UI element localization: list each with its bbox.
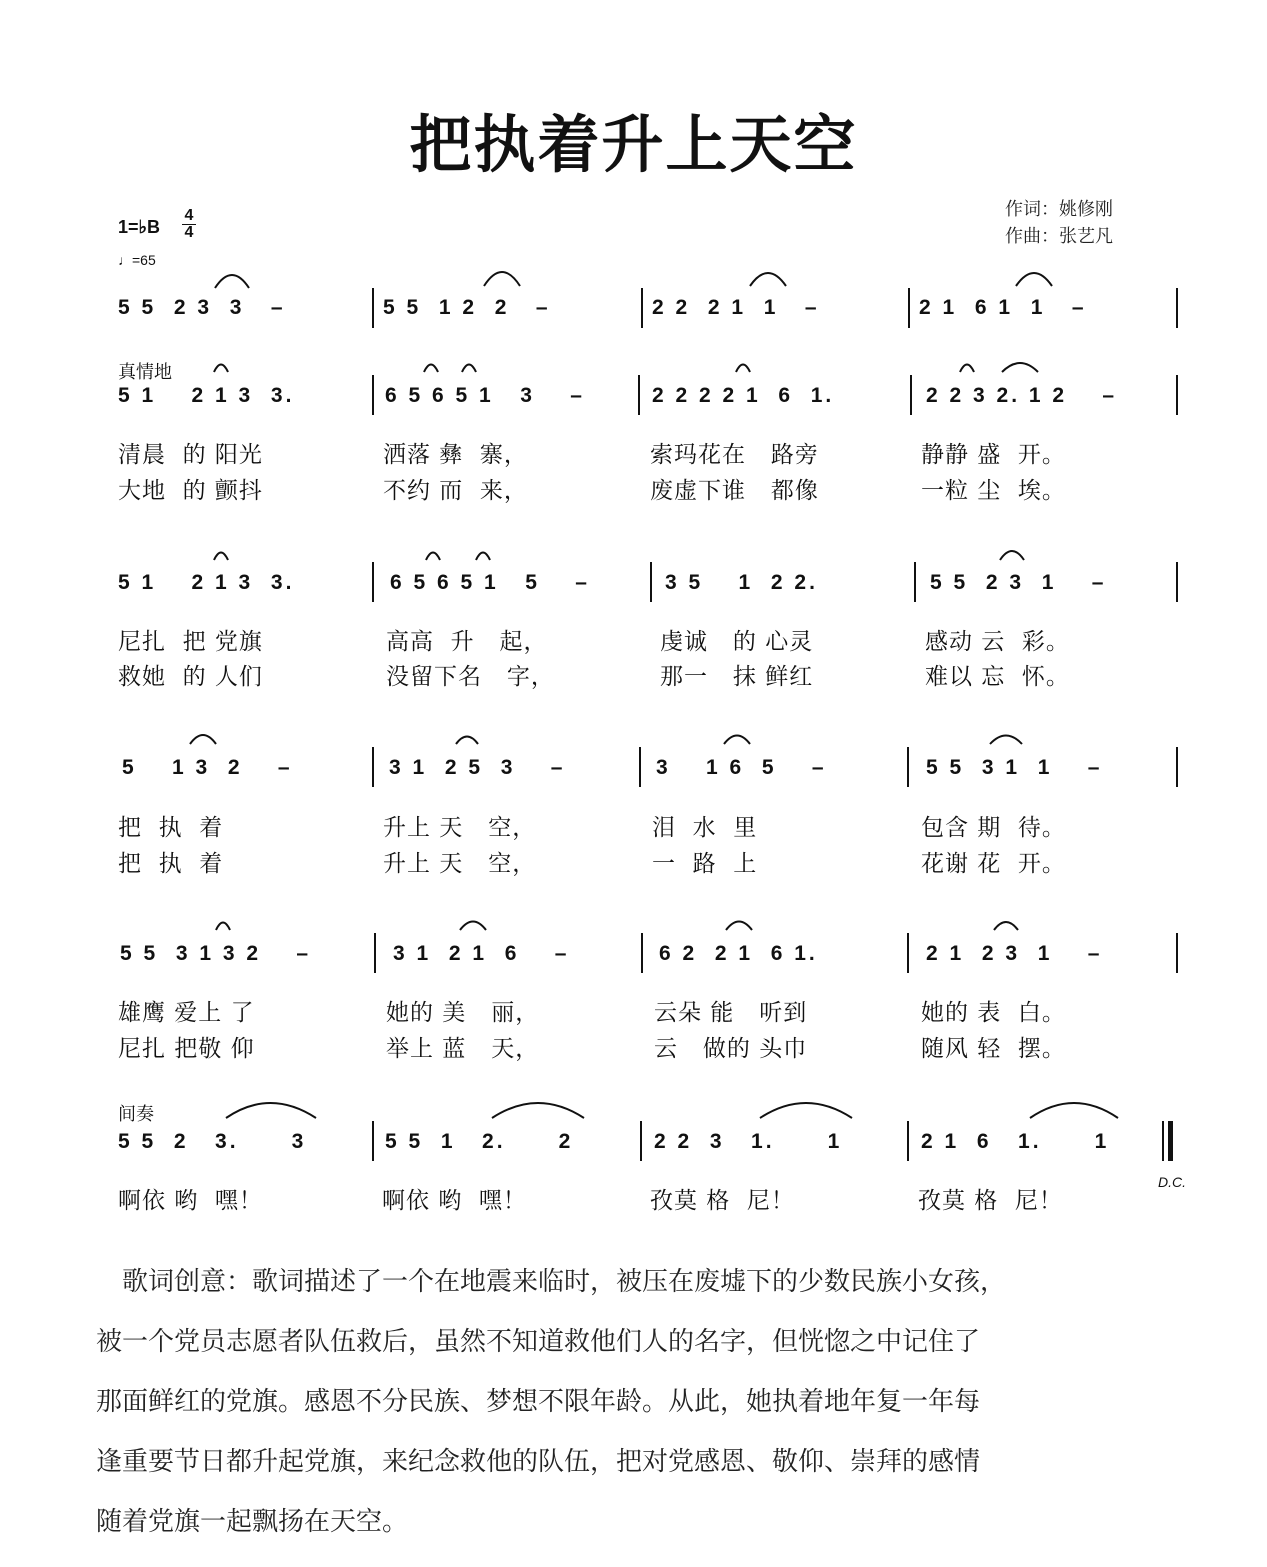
lyric-r3-v1-m0: 把 执 着 — [118, 815, 224, 841]
composer-credit: 作曲：张艺凡 — [1005, 226, 1113, 247]
measure-r5-m3: 2 1 6 1. 1 — [921, 1130, 1110, 1153]
lyric-r1-v2-m3: 一粒 尘 埃。 — [921, 478, 1066, 504]
lyric-r2-v2-m3: 难以 忘 怀。 — [925, 664, 1070, 690]
lyric-r3-v1-m3: 包含 期 待。 — [921, 815, 1066, 841]
lyric-r4-v2-m3: 随风 轻 摆。 — [921, 1036, 1066, 1062]
measure-r3-m0: 5 1 3 2 – — [122, 756, 293, 779]
lyric-r1-v1-m2: 索玛花在 路旁 — [650, 442, 819, 468]
expression-mark: 真情地 — [118, 362, 172, 383]
prose-line: 逢重要节日都升起党旗，来纪念救他的队伍，把对党感恩、敬仰、崇拜的感情 — [96, 1447, 981, 1477]
slur — [190, 735, 216, 744]
lyric-r4-v1-m0: 雄鹰 爱上 了 — [118, 1000, 255, 1026]
prose-line: 歌词创意：歌词描述了一个在地震来临时，被压在废墟下的少数民族小女孩， — [122, 1267, 1007, 1297]
lyric-r5-m2: 孜莫 格 尼！ — [650, 1188, 795, 1214]
lyric-r3-v2-m3: 花谢 花 开。 — [921, 851, 1066, 877]
time-signature-top: 4 — [184, 207, 194, 224]
slur — [460, 922, 486, 931]
slur — [216, 923, 230, 931]
measure-r3-m2: 3 1 6 5 – — [656, 756, 827, 779]
measure-r2-m3: 5 5 2 3 1 – — [930, 571, 1107, 594]
lyric-r4-v1-m2: 云朵 能 听到 — [654, 1000, 808, 1026]
measure-r0-m0: 5 5 2 3 3 – — [118, 296, 286, 319]
measure-r0-m2: 2 2 2 1 1 – — [652, 296, 820, 319]
prose-line: 随着党旗一起飘扬在天空。 — [96, 1507, 409, 1537]
slur — [214, 553, 228, 561]
lyric-r3-v2-m0: 把 执 着 — [118, 851, 224, 877]
measure-r4-m3: 2 1 2 3 1 – — [926, 942, 1103, 965]
lyric-r2-v2-m0: 救她 的 人们 — [118, 664, 263, 690]
time-signature-bottom: 4 — [182, 224, 196, 241]
key-signature: 1=♭B — [118, 217, 161, 237]
slur — [1002, 363, 1038, 372]
slur — [960, 365, 974, 373]
measure-r1-m1: 6 5 6 5 1 3 – — [385, 384, 585, 407]
lyric-r2-v1-m1: 高高 升 起， — [386, 629, 548, 655]
slur — [1030, 1103, 1118, 1118]
tempo-marking: ♩=65 — [118, 252, 156, 268]
lyric-r4-v2-m0: 尼扎 把敬 仰 — [118, 1036, 255, 1062]
lyric-concept-paragraph — [96, 1252, 1196, 1552]
slur — [456, 737, 478, 745]
measure-r5-m1: 5 5 1 2. 2 — [385, 1130, 574, 1153]
prose-line: 那面鲜红的党旗。感恩不分民族、梦想不限年龄。从此，她执着地年复一年每 — [96, 1387, 981, 1417]
slur — [492, 1103, 584, 1118]
lyric-r5-m3: 孜莫 格 尼！ — [918, 1188, 1063, 1214]
slur — [214, 365, 228, 373]
interlude-mark: 间奏 — [118, 1104, 154, 1125]
measure-r2-m2: 3 5 1 2 2. — [665, 571, 818, 594]
slur — [426, 553, 440, 561]
lyric-r3-v1-m1: 升上 天 空， — [383, 815, 537, 841]
slur — [724, 736, 750, 745]
slur — [215, 275, 249, 288]
slur — [462, 365, 476, 373]
measure-r3-m3: 5 5 3 1 1 – — [926, 756, 1103, 779]
slur — [994, 922, 1018, 930]
slur — [750, 273, 786, 286]
measure-r3-m1: 3 1 2 5 3 – — [389, 756, 566, 779]
lyric-r1-v1-m0: 清晨 的 阳光 — [118, 442, 263, 468]
lyric-r2-v1-m0: 尼扎 把 党旗 — [118, 629, 263, 655]
measure-r4-m2: 6 2 2 1 6 1. — [659, 942, 818, 965]
measure-r4-m0: 5 5 3 1 3 2 – — [120, 942, 312, 965]
lyric-r3-v1-m2: 泪 水 里 — [652, 815, 758, 841]
lyric-r2-v2-m1: 没留下名 字， — [386, 664, 555, 690]
lyric-r1-v2-m1: 不约 而 来， — [383, 478, 528, 504]
slur — [736, 365, 750, 373]
measure-r1-m0: 5 1 2 1 3 3. — [118, 384, 295, 407]
lyric-r2-v1-m3: 感动 云 彩。 — [925, 629, 1070, 655]
lyric-r5-m1: 啊依 哟 嘿！ — [382, 1188, 527, 1214]
measure-r2-m0: 5 1 2 1 3 3. — [118, 571, 295, 594]
slur — [1000, 551, 1024, 560]
lyricist-credit: 作词：姚修刚 — [1005, 199, 1113, 220]
measure-r0-m3: 2 1 6 1 1 – — [919, 296, 1087, 319]
prose-line: 被一个党员志愿者队伍救后，虽然不知道救他们人的名字，但恍惚之中记住了 — [96, 1327, 981, 1357]
measure-r1-m2: 2 2 2 2 1 6 1. — [652, 384, 835, 407]
slur — [990, 736, 1022, 745]
measure-r5-m2: 2 2 3 1. 1 — [654, 1130, 843, 1153]
measure-r5-m0: 5 5 2 3. 3 — [118, 1130, 307, 1153]
slur — [726, 922, 752, 931]
lyric-r4-v1-m1: 她的 美 丽， — [386, 1000, 540, 1026]
lyric-r4-v1-m3: 她的 表 白。 — [921, 1000, 1066, 1026]
lyric-r3-v2-m1: 升上 天 空， — [383, 851, 537, 877]
lyric-r2-v1-m2: 虔诚 的 心灵 — [660, 629, 814, 655]
lyric-r3-v2-m2: 一 路 上 — [652, 851, 758, 877]
lyric-r4-v2-m2: 云 做的 头巾 — [654, 1036, 808, 1062]
measure-r2-m1: 6 5 6 5 1 5 – — [390, 571, 590, 594]
measure-r1-m3: 2 2 3 2. 1 2 – — [926, 384, 1118, 407]
lyric-r1-v1-m1: 洒落 彝 寨， — [383, 442, 528, 468]
measure-r0-m1: 5 5 1 2 2 – — [383, 296, 551, 319]
slur — [484, 272, 520, 286]
lyric-r5-m0: 啊依 哟 嘿！ — [118, 1188, 263, 1214]
lyric-r1-v2-m0: 大地 的 颤抖 — [118, 478, 263, 504]
lyric-r1-v1-m3: 静静 盛 开。 — [921, 442, 1066, 468]
measure-r4-m1: 3 1 2 1 6 – — [393, 942, 570, 965]
lyric-r4-v2-m1: 举上 蓝 天， — [386, 1036, 540, 1062]
slur — [226, 1103, 316, 1118]
dc-marking: D.C. — [1158, 1174, 1186, 1190]
lyric-r2-v2-m2: 那一 抹 鲜红 — [660, 664, 814, 690]
lyric-r1-v2-m2: 废虚下谁 都像 — [650, 478, 819, 504]
slur — [1016, 273, 1052, 286]
slur — [476, 553, 490, 561]
song-title: 把执着升上天空 — [409, 108, 858, 181]
slur — [424, 365, 438, 373]
slur — [760, 1103, 852, 1118]
